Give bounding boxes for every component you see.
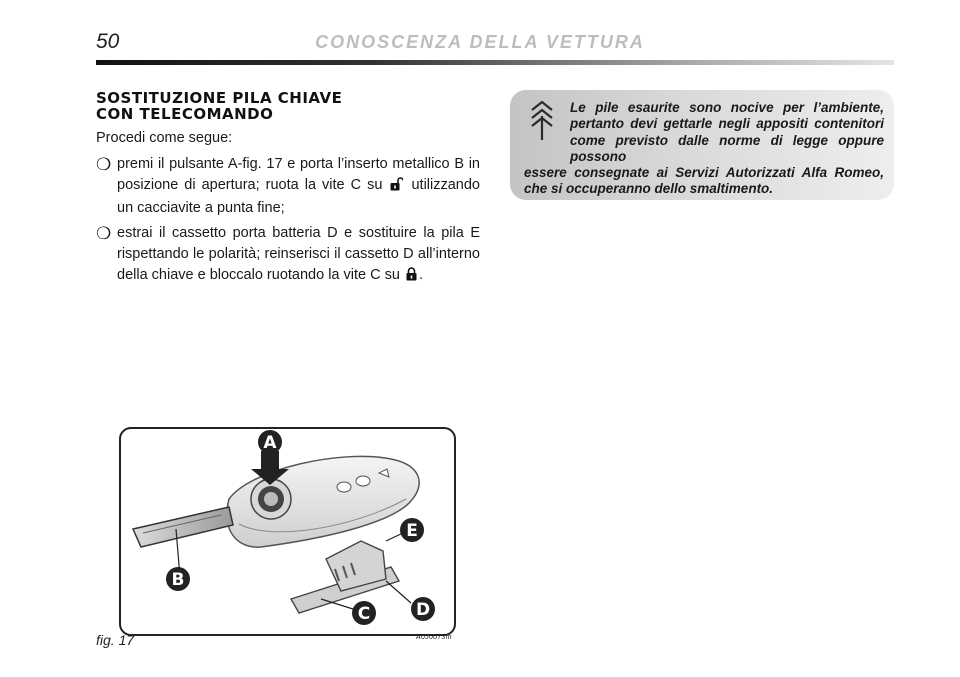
- figure-caption: fig. 17: [96, 632, 135, 648]
- step-2-text-end: .: [418, 267, 423, 283]
- environment-note: [510, 90, 894, 200]
- page-header-title: CONOSCENZA DELLA VETTURA: [315, 32, 645, 52]
- key-illustration: [121, 429, 454, 634]
- header-rule: [96, 60, 894, 65]
- label-c: C: [357, 604, 371, 624]
- step-2-text: estrai il cassetto porta batteria D e sostituire la pila E rispettando le polarità; reinserisci il cassetto D all’interno della chiave e bloccalo ruotando la vite C su: [117, 225, 480, 283]
- section-title-line-1: SOSTITUZIONE PILA CHIAVE: [96, 89, 343, 107]
- instruction-step-1: [96, 154, 480, 219]
- note-text-indented: Le pile esaurite sono nocive per l’ambiente, pertanto devi gettarle negli appositi contenitori come previsto dalle norme di legge oppure possono: [570, 100, 884, 164]
- figure-code: A0J0073m: [416, 634, 452, 641]
- battery-drawer: [291, 533, 411, 613]
- bullet-icon: ❍: [96, 155, 112, 174]
- label-b: B: [171, 570, 185, 590]
- figure-17: [119, 427, 456, 636]
- note-text-full: essere consegnate ai Servizi Autorizzati Alfa Romeo, che si occuperanno dello smaltimento.: [524, 165, 884, 197]
- label-d: D: [415, 600, 431, 620]
- label-e: E: [406, 521, 418, 541]
- step-1-text-end: utilizzando un cacciavite a punta fine;: [117, 177, 480, 216]
- page-number: 50: [96, 30, 120, 53]
- release-button: [251, 479, 291, 519]
- instructions: [96, 128, 480, 292]
- lock-icon: [406, 267, 417, 288]
- intro-text: Procedi come segue:: [96, 130, 233, 146]
- label-a: A: [263, 433, 277, 453]
- note-text: [524, 100, 884, 198]
- section-title: [96, 90, 476, 122]
- step-1-text: premi il pulsante A-fig. 17 e porta l’inserto metallico B in posizione di apertura; ruota la vite C su: [117, 156, 480, 193]
- bullet-icon: ❍: [96, 224, 112, 243]
- unlock-icon: [390, 177, 403, 198]
- section-title-line-2: CON TELECOMANDO: [96, 105, 274, 123]
- instruction-step-2: [96, 223, 480, 288]
